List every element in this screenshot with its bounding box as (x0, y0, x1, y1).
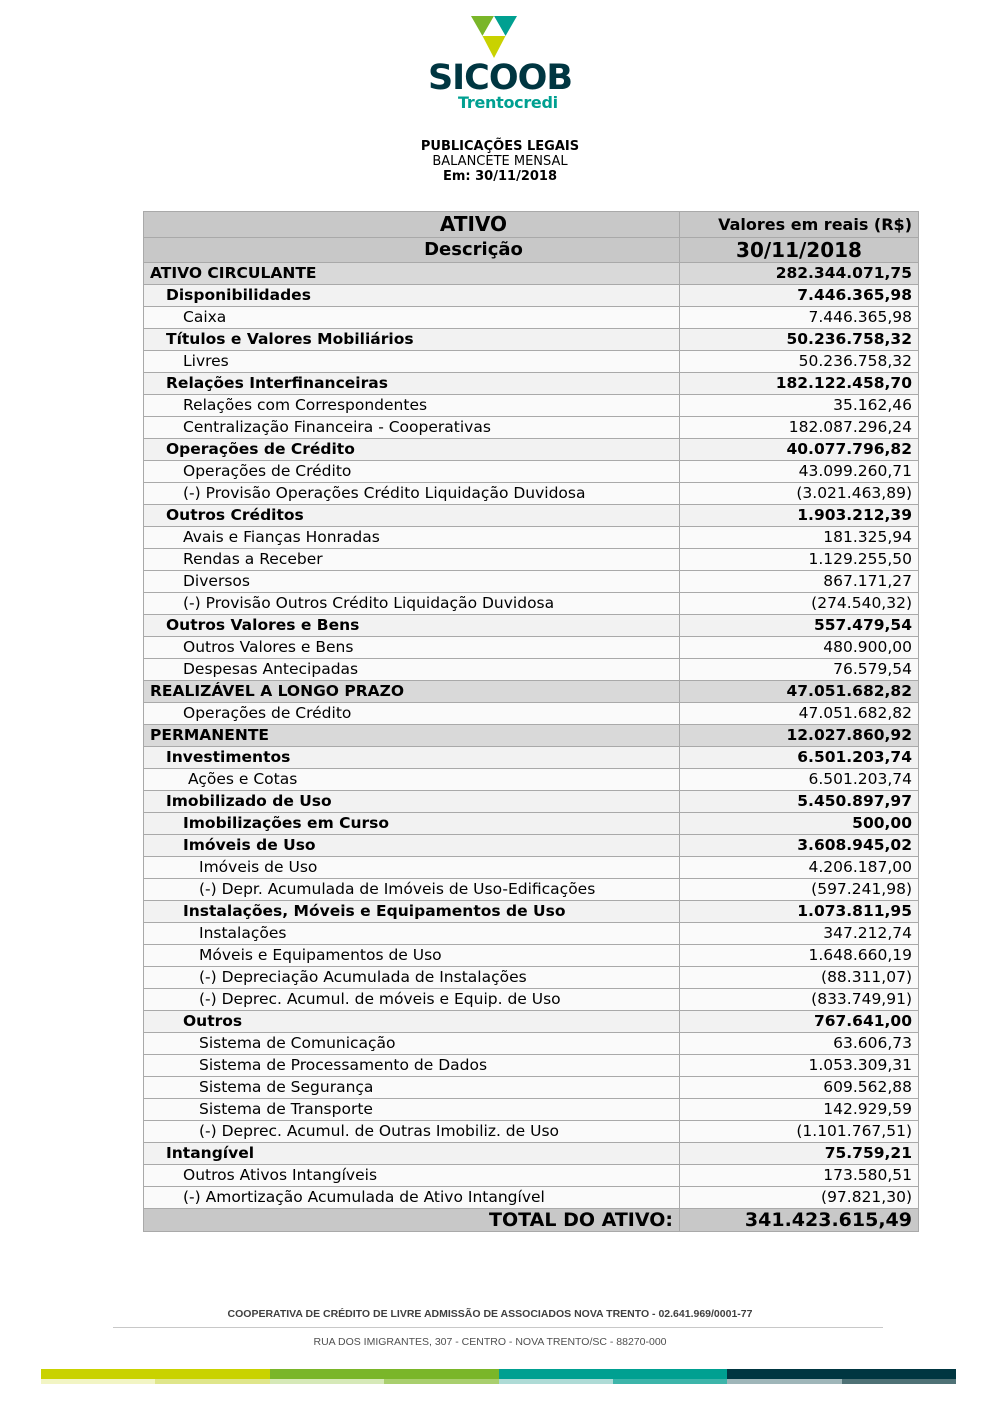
row-label: Imobilizações em Curso (144, 813, 680, 835)
row-value: 609.562,88 (680, 1077, 919, 1099)
row-value: 7.446.365,98 (680, 307, 919, 329)
row-value: 182.122.458,70 (680, 373, 919, 395)
total-value: 341.423.615,49 (680, 1209, 919, 1232)
row-label: Ações e Cotas (144, 769, 680, 791)
row-label: Disponibilidades (144, 285, 680, 307)
row-label: Outros Ativos Intangíveis (144, 1165, 680, 1187)
table-row (144, 439, 919, 461)
row-value: 182.087.296,24 (680, 417, 919, 439)
row-value: 1.073.811,95 (680, 901, 919, 923)
row-label: (-) Depreciação Acumulada de Instalações (144, 967, 680, 989)
row-value: 43.099.260,71 (680, 461, 919, 483)
table-row (144, 1055, 919, 1077)
table-row (144, 857, 919, 879)
table-row (144, 571, 919, 593)
row-label: Rendas a Receber (144, 549, 680, 571)
row-value: 12.027.860,92 (680, 725, 919, 747)
row-label: (-) Depr. Acumulada de Imóveis de Uso-Edificações (144, 879, 680, 901)
row-label: Relações Interfinanceiras (144, 373, 680, 395)
row-value: (97.821,30) (680, 1187, 919, 1209)
row-value: (597.241,98) (680, 879, 919, 901)
table-row (144, 813, 919, 835)
title-balancete: BALANCETE MENSAL (432, 154, 568, 169)
footer-divider (113, 1327, 883, 1328)
row-label: (-) Deprec. Acumul. de Outras Imobiliz. de Uso (144, 1121, 680, 1143)
table-row (144, 593, 919, 615)
row-label: (-) Provisão Operações Crédito Liquidação Duvidosa (144, 483, 680, 505)
row-value: 1.903.212,39 (680, 505, 919, 527)
color-segment (727, 1369, 956, 1379)
row-value: 47.051.682,82 (680, 681, 919, 703)
table-row (144, 1077, 919, 1099)
table-row (144, 901, 919, 923)
table-row (144, 945, 919, 967)
color-segment (499, 1369, 728, 1379)
row-label: Diversos (144, 571, 680, 593)
row-value: 50.236.758,32 (680, 351, 919, 373)
table-row (144, 769, 919, 791)
row-value: 500,00 (680, 813, 919, 835)
table-row (144, 703, 919, 725)
row-label: Avais e Fianças Honradas (144, 527, 680, 549)
title-date: Em: 30/11/2018 (442, 169, 557, 184)
row-value: 7.446.365,98 (680, 285, 919, 307)
date-header: 30/11/2018 (680, 238, 919, 263)
table-row (144, 483, 919, 505)
table-row (144, 263, 919, 285)
footer-cooperative-name: COOPERATIVA DE CRÉDITO DE LIVRE ADMISSÃO DE ASSOCIADOS NOVA TRENTO - 02.641.969/0001-77 (227, 1308, 753, 1320)
table-row (144, 329, 919, 351)
row-label: Operações de Crédito (144, 439, 680, 461)
row-label: Sistema de Transporte (144, 1099, 680, 1121)
row-label: Outros (144, 1011, 680, 1033)
row-label: Operações de Crédito (144, 703, 680, 725)
footer-address: RUA DOS IMIGRANTES, 307 - CENTRO - NOVA TRENTO/SC - 88270-000 (313, 1336, 667, 1348)
table-row (144, 527, 919, 549)
row-value: 767.641,00 (680, 1011, 919, 1033)
logo-subbrand: Trentocredi (458, 93, 558, 112)
row-value: 1.648.660,19 (680, 945, 919, 967)
row-value: 557.479,54 (680, 615, 919, 637)
table-row (144, 923, 919, 945)
row-value: (88.311,07) (680, 967, 919, 989)
row-value: 75.759,21 (680, 1143, 919, 1165)
row-label: Relações com Correspondentes (144, 395, 680, 417)
row-value: 35.162,46 (680, 395, 919, 417)
row-value: 63.606,73 (680, 1033, 919, 1055)
color-subsegment (41, 1379, 155, 1384)
row-label: Imóveis de Uso (144, 857, 680, 879)
color-segment (270, 1369, 499, 1379)
row-label: Despesas Antecipadas (144, 659, 680, 681)
row-value: 1.129.255,50 (680, 549, 919, 571)
row-label: Outros Valores e Bens (144, 637, 680, 659)
color-subsegment (613, 1379, 727, 1384)
row-label: Livres (144, 351, 680, 373)
table-row (144, 659, 919, 681)
row-label: Outros Valores e Bens (144, 615, 680, 637)
color-subsegment (842, 1379, 956, 1384)
color-segment (41, 1369, 270, 1379)
row-label: Sistema de Processamento de Dados (144, 1055, 680, 1077)
table-row (144, 417, 919, 439)
row-label: PERMANENTE (144, 725, 680, 747)
row-value: 4.206.187,00 (680, 857, 919, 879)
brand-color-bar (41, 1369, 956, 1385)
table-row (144, 1165, 919, 1187)
balance-sheet-table (143, 211, 919, 1232)
row-value: 480.900,00 (680, 637, 919, 659)
row-label: Instalações (144, 923, 680, 945)
row-value: (833.749,91) (680, 989, 919, 1011)
row-value: 867.171,27 (680, 571, 919, 593)
row-label: Centralização Financeira - Cooperativas (144, 417, 680, 439)
values-header: Valores em reais (R$) (680, 212, 919, 238)
table-row (144, 1143, 919, 1165)
table-row (144, 1033, 919, 1055)
table-row (144, 461, 919, 483)
row-value: 181.325,94 (680, 527, 919, 549)
row-value: 347.212,74 (680, 923, 919, 945)
row-label: Imóveis de Uso (144, 835, 680, 857)
row-label: Títulos e Valores Mobiliários (144, 329, 680, 351)
row-value: 1.053.309,31 (680, 1055, 919, 1077)
row-value: 142.929,59 (680, 1099, 919, 1121)
row-value: 40.077.796,82 (680, 439, 919, 461)
row-value: 173.580,51 (680, 1165, 919, 1187)
table-row (144, 637, 919, 659)
row-value: (1.101.767,51) (680, 1121, 919, 1143)
table-row (144, 549, 919, 571)
table-subheader-row (144, 238, 919, 263)
row-label: Móveis e Equipamentos de Uso (144, 945, 680, 967)
table-header-row (144, 212, 919, 238)
row-label: Imobilizado de Uso (144, 791, 680, 813)
row-label: Outros Créditos (144, 505, 680, 527)
row-label: (-) Provisão Outros Crédito Liquidação Duvidosa (144, 593, 680, 615)
table-row (144, 307, 919, 329)
table-row (144, 395, 919, 417)
row-label: ATIVO CIRCULANTE (144, 263, 680, 285)
row-label: Sistema de Segurança (144, 1077, 680, 1099)
logo-brand: SICOOB (427, 58, 573, 98)
table-row (144, 879, 919, 901)
color-subsegment (499, 1379, 613, 1384)
table-title: ATIVO (144, 212, 680, 238)
description-header: Descrição (144, 238, 680, 263)
table-row (144, 681, 919, 703)
row-value: 47.051.682,82 (680, 703, 919, 725)
table-row (144, 835, 919, 857)
color-subsegment (270, 1379, 384, 1384)
row-value: 6.501.203,74 (680, 747, 919, 769)
table-row (144, 1121, 919, 1143)
table-row (144, 615, 919, 637)
sicoob-logo (420, 12, 580, 117)
row-value: 76.579,54 (680, 659, 919, 681)
table-row (144, 989, 919, 1011)
table-row (144, 285, 919, 307)
total-row (144, 1209, 919, 1232)
color-subsegment (155, 1379, 269, 1384)
table-row (144, 1099, 919, 1121)
row-label: (-) Deprec. Acumul. de móveis e Equip. de Uso (144, 989, 680, 1011)
table-row (144, 967, 919, 989)
table-row (144, 1187, 919, 1209)
row-label: Sistema de Comunicação (144, 1033, 680, 1055)
row-label: (-) Amortização Acumulada de Ativo Intangível (144, 1187, 680, 1209)
row-value: 50.236.758,32 (680, 329, 919, 351)
table-row (144, 747, 919, 769)
title-publicacoes: PUBLICAÇÕES LEGAIS (420, 139, 580, 154)
row-value: 282.344.071,75 (680, 263, 919, 285)
color-subsegment (727, 1379, 841, 1384)
row-label: REALIZÁVEL A LONGO PRAZO (144, 681, 680, 703)
table-row (144, 725, 919, 747)
row-label: Investimentos (144, 747, 680, 769)
row-label: Operações de Crédito (144, 461, 680, 483)
table-row (144, 1011, 919, 1033)
row-value: 3.608.945,02 (680, 835, 919, 857)
row-value: (3.021.463,89) (680, 483, 919, 505)
row-label: Instalações, Móveis e Equipamentos de Uso (144, 901, 680, 923)
sicoob-triangle-icon (471, 16, 517, 58)
table-row (144, 505, 919, 527)
row-value: (274.540,32) (680, 593, 919, 615)
color-subsegment (384, 1379, 498, 1384)
row-label: Caixa (144, 307, 680, 329)
table-row (144, 373, 919, 395)
table-row (144, 351, 919, 373)
row-value: 6.501.203,74 (680, 769, 919, 791)
row-label: Intangível (144, 1143, 680, 1165)
row-value: 5.450.897,97 (680, 791, 919, 813)
document-title (300, 139, 700, 184)
table-row (144, 791, 919, 813)
total-label: TOTAL DO ATIVO: (144, 1209, 680, 1232)
